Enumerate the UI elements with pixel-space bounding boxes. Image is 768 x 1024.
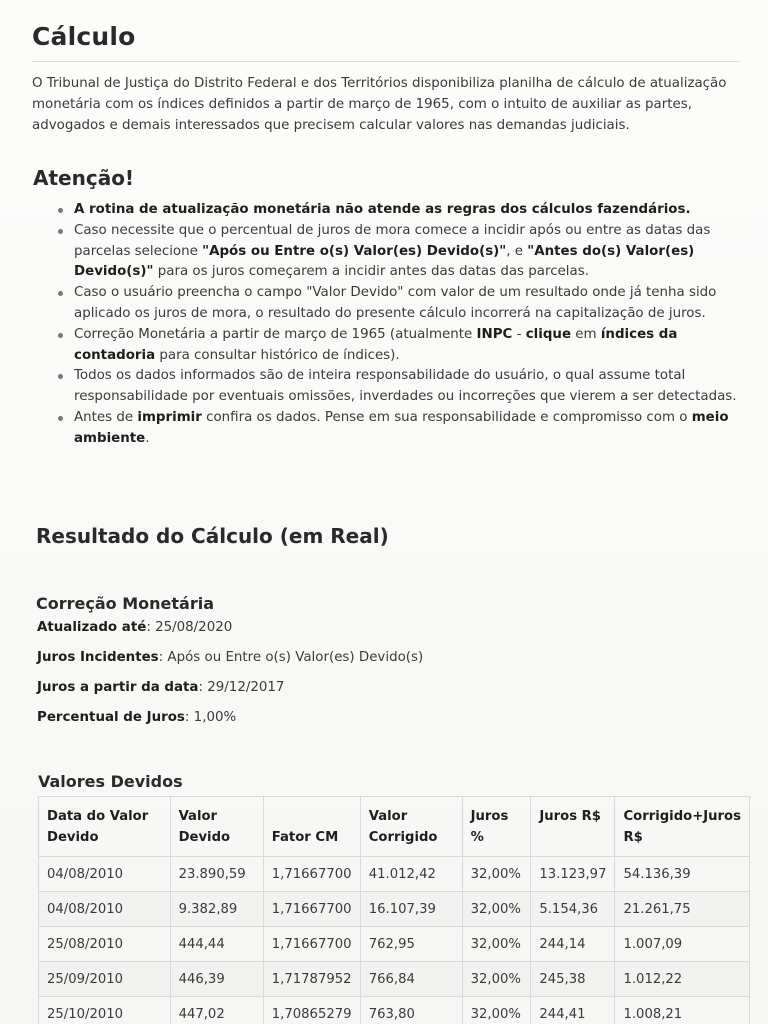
cell-value: 9.382,89 <box>170 892 263 927</box>
index-name: INPC <box>476 326 513 342</box>
interest-from-label: Juros a partir da data <box>37 680 199 695</box>
cell-date: 04/08/2010 <box>39 892 171 927</box>
attention-item-text: . <box>145 430 150 446</box>
attention-item-text: Correção Monetária a partir de março de 1965 (atualmente <box>74 326 477 342</box>
interest-option-before: "Antes do(s) Valor(es) Devido(s)" <box>74 243 695 280</box>
cell-value: 444,44 <box>170 927 263 962</box>
cell-corrected: 16.107,39 <box>360 892 462 927</box>
attention-item <box>56 221 746 283</box>
cell-corrected: 763,80 <box>360 997 462 1024</box>
table-header-row <box>39 797 750 857</box>
click-link[interactable]: clique <box>525 326 572 342</box>
interest-option-after: "Após ou Entre o(s) Valor(es) Devido(s)" <box>202 243 507 259</box>
cell-factor: 1,71667700 <box>263 857 360 892</box>
cell-value: 23.890,59 <box>170 857 263 892</box>
attention-item-text: Todos os dados informados são de inteira responsabilidade do usuário, o qual assume total responsabilidade por eventuais omissões, inverdades ou incorreções que vierem a ser detectadas. <box>74 368 737 405</box>
intro-paragraph: O Tribunal de Justiça do Distrito Federal e dos Territórios disponibiliza planilha de cálculo de atualização monetária com os índices definidos a partir de março de 1965, com o intuito de auxiliar as partes, advogados e demais interessados que precisem calcular valores nas demandas judiciais. <box>32 76 727 133</box>
cell-date: 04/08/2010 <box>39 857 171 892</box>
interest-incident-field <box>37 650 423 665</box>
attention-item-text: para consultar histórico de índices). <box>155 347 400 363</box>
environment-text: meio ambiente <box>74 409 729 446</box>
interest-from-field <box>37 680 284 695</box>
attention-item-text: Caso o usuário preencha o campo "Valor Devido" com valor de um resultado onde já tenha sido aplicado os juros de mora, o resultado do presente cálculo incorrerá na capitalização de juros. <box>74 285 717 321</box>
result-heading: Resultado do Cálculo (em Real) <box>36 524 389 548</box>
bullet-icon <box>58 208 63 213</box>
cell-corrected: 762,95 <box>360 927 462 962</box>
updated-until-label: Atualizado até <box>37 620 147 635</box>
table-row <box>39 892 750 927</box>
cell-interest-percent: 32,00% <box>462 997 531 1024</box>
bullet-icon <box>58 291 63 296</box>
cell-corrected-plus-interest: 54.136,39 <box>615 857 750 892</box>
attention-item <box>56 366 746 408</box>
interest-percent-field <box>37 710 236 725</box>
updated-until-field <box>37 620 232 635</box>
page-title: Cálculo <box>32 22 136 51</box>
attention-item-text: para os juros começarem a incidir antes das datas das parcelas. <box>153 264 589 280</box>
print-link[interactable]: imprimir <box>137 409 202 425</box>
attention-item-text: Caso necessite que o percentual de juros de mora comece a incidir após ou entre as datas das parcelas selecione <box>74 222 711 259</box>
column-header-corrected: Valor Corrigido <box>360 797 462 857</box>
contadoria-indices-link[interactable]: índices da contadoria <box>74 326 678 363</box>
interest-incident-value: : Após ou Entre o(s) Valor(es) Devido(s) <box>158 650 424 665</box>
cell-date: 25/09/2010 <box>39 962 171 997</box>
attention-item-text: em <box>571 326 601 342</box>
updated-until-value: : 25/08/2020 <box>146 620 233 635</box>
cell-interest-amount: 245,38 <box>531 962 615 997</box>
interest-incident-label: Juros Incidentes <box>37 650 159 665</box>
cell-interest-percent: 32,00% <box>462 892 531 927</box>
column-header-date: Data do Valor Devido <box>39 797 171 857</box>
interest-percent-label: Percentual de Juros <box>37 710 185 725</box>
table-row <box>39 997 750 1024</box>
bullet-icon <box>58 374 63 379</box>
bullet-icon <box>58 333 63 338</box>
cell-corrected: 41.012,42 <box>360 857 462 892</box>
table-row <box>39 962 750 997</box>
cell-date: 25/08/2010 <box>39 927 171 962</box>
column-header-interest-percent: Juros % <box>462 797 531 857</box>
attention-item-text: - <box>512 326 526 342</box>
attention-heading: Atenção! <box>33 166 135 190</box>
cell-interest-amount: 244,14 <box>531 927 615 962</box>
bullet-icon <box>58 416 63 421</box>
interest-percent-value: : 1,00% <box>184 710 237 725</box>
cell-factor: 1,71787952 <box>263 962 360 997</box>
attention-list <box>56 200 746 450</box>
column-header-value: Valor Devido <box>170 797 263 857</box>
cell-corrected: 766,84 <box>360 962 462 997</box>
interest-from-value: : 29/12/2017 <box>198 680 285 695</box>
cell-corrected-plus-interest: 21.261,75 <box>615 892 750 927</box>
attention-item <box>56 200 746 221</box>
cell-factor: 1,70865279 <box>263 997 360 1024</box>
attention-item-text: Antes de <box>74 409 138 425</box>
cell-value: 447,02 <box>170 997 263 1024</box>
cell-interest-amount: 5.154,36 <box>531 892 615 927</box>
cell-corrected-plus-interest: 1.008,21 <box>615 997 750 1024</box>
attention-item-text: , e <box>506 243 528 259</box>
attention-item <box>56 283 746 325</box>
cell-interest-percent: 32,00% <box>462 962 531 997</box>
attention-item <box>56 408 746 450</box>
cell-corrected-plus-interest: 1.007,09 <box>615 927 750 962</box>
cell-factor: 1,71667700 <box>263 892 360 927</box>
correction-heading: Correção Monetária <box>36 594 214 613</box>
column-header-factor: Fator CM <box>263 797 360 857</box>
bullet-icon <box>58 229 63 234</box>
column-header-corrected-plus-interest: Corrigido+Juros R$ <box>615 797 750 857</box>
table-row <box>39 927 750 962</box>
cell-interest-amount: 13.123,97 <box>531 857 615 892</box>
attention-item-bold: A rotina de atualização monetária não atende as regras dos cálculos fazendários. <box>74 202 691 217</box>
table-row <box>39 857 750 892</box>
values-heading: Valores Devidos <box>38 772 183 791</box>
cell-interest-amount: 244,41 <box>531 997 615 1024</box>
cell-date: 25/10/2010 <box>39 997 171 1024</box>
cell-interest-percent: 32,00% <box>462 927 531 962</box>
values-table <box>38 796 750 1024</box>
attention-item-text: confira os dados. Pense em sua responsabilidade e compromisso com o <box>201 409 692 425</box>
cell-corrected-plus-interest: 1.012,22 <box>615 962 750 997</box>
attention-item <box>56 325 746 367</box>
cell-value: 446,39 <box>170 962 263 997</box>
column-header-interest-amount: Juros R$ <box>531 797 615 857</box>
cell-interest-percent: 32,00% <box>462 857 531 892</box>
cell-factor: 1,71667700 <box>263 927 360 962</box>
title-divider <box>32 61 740 62</box>
